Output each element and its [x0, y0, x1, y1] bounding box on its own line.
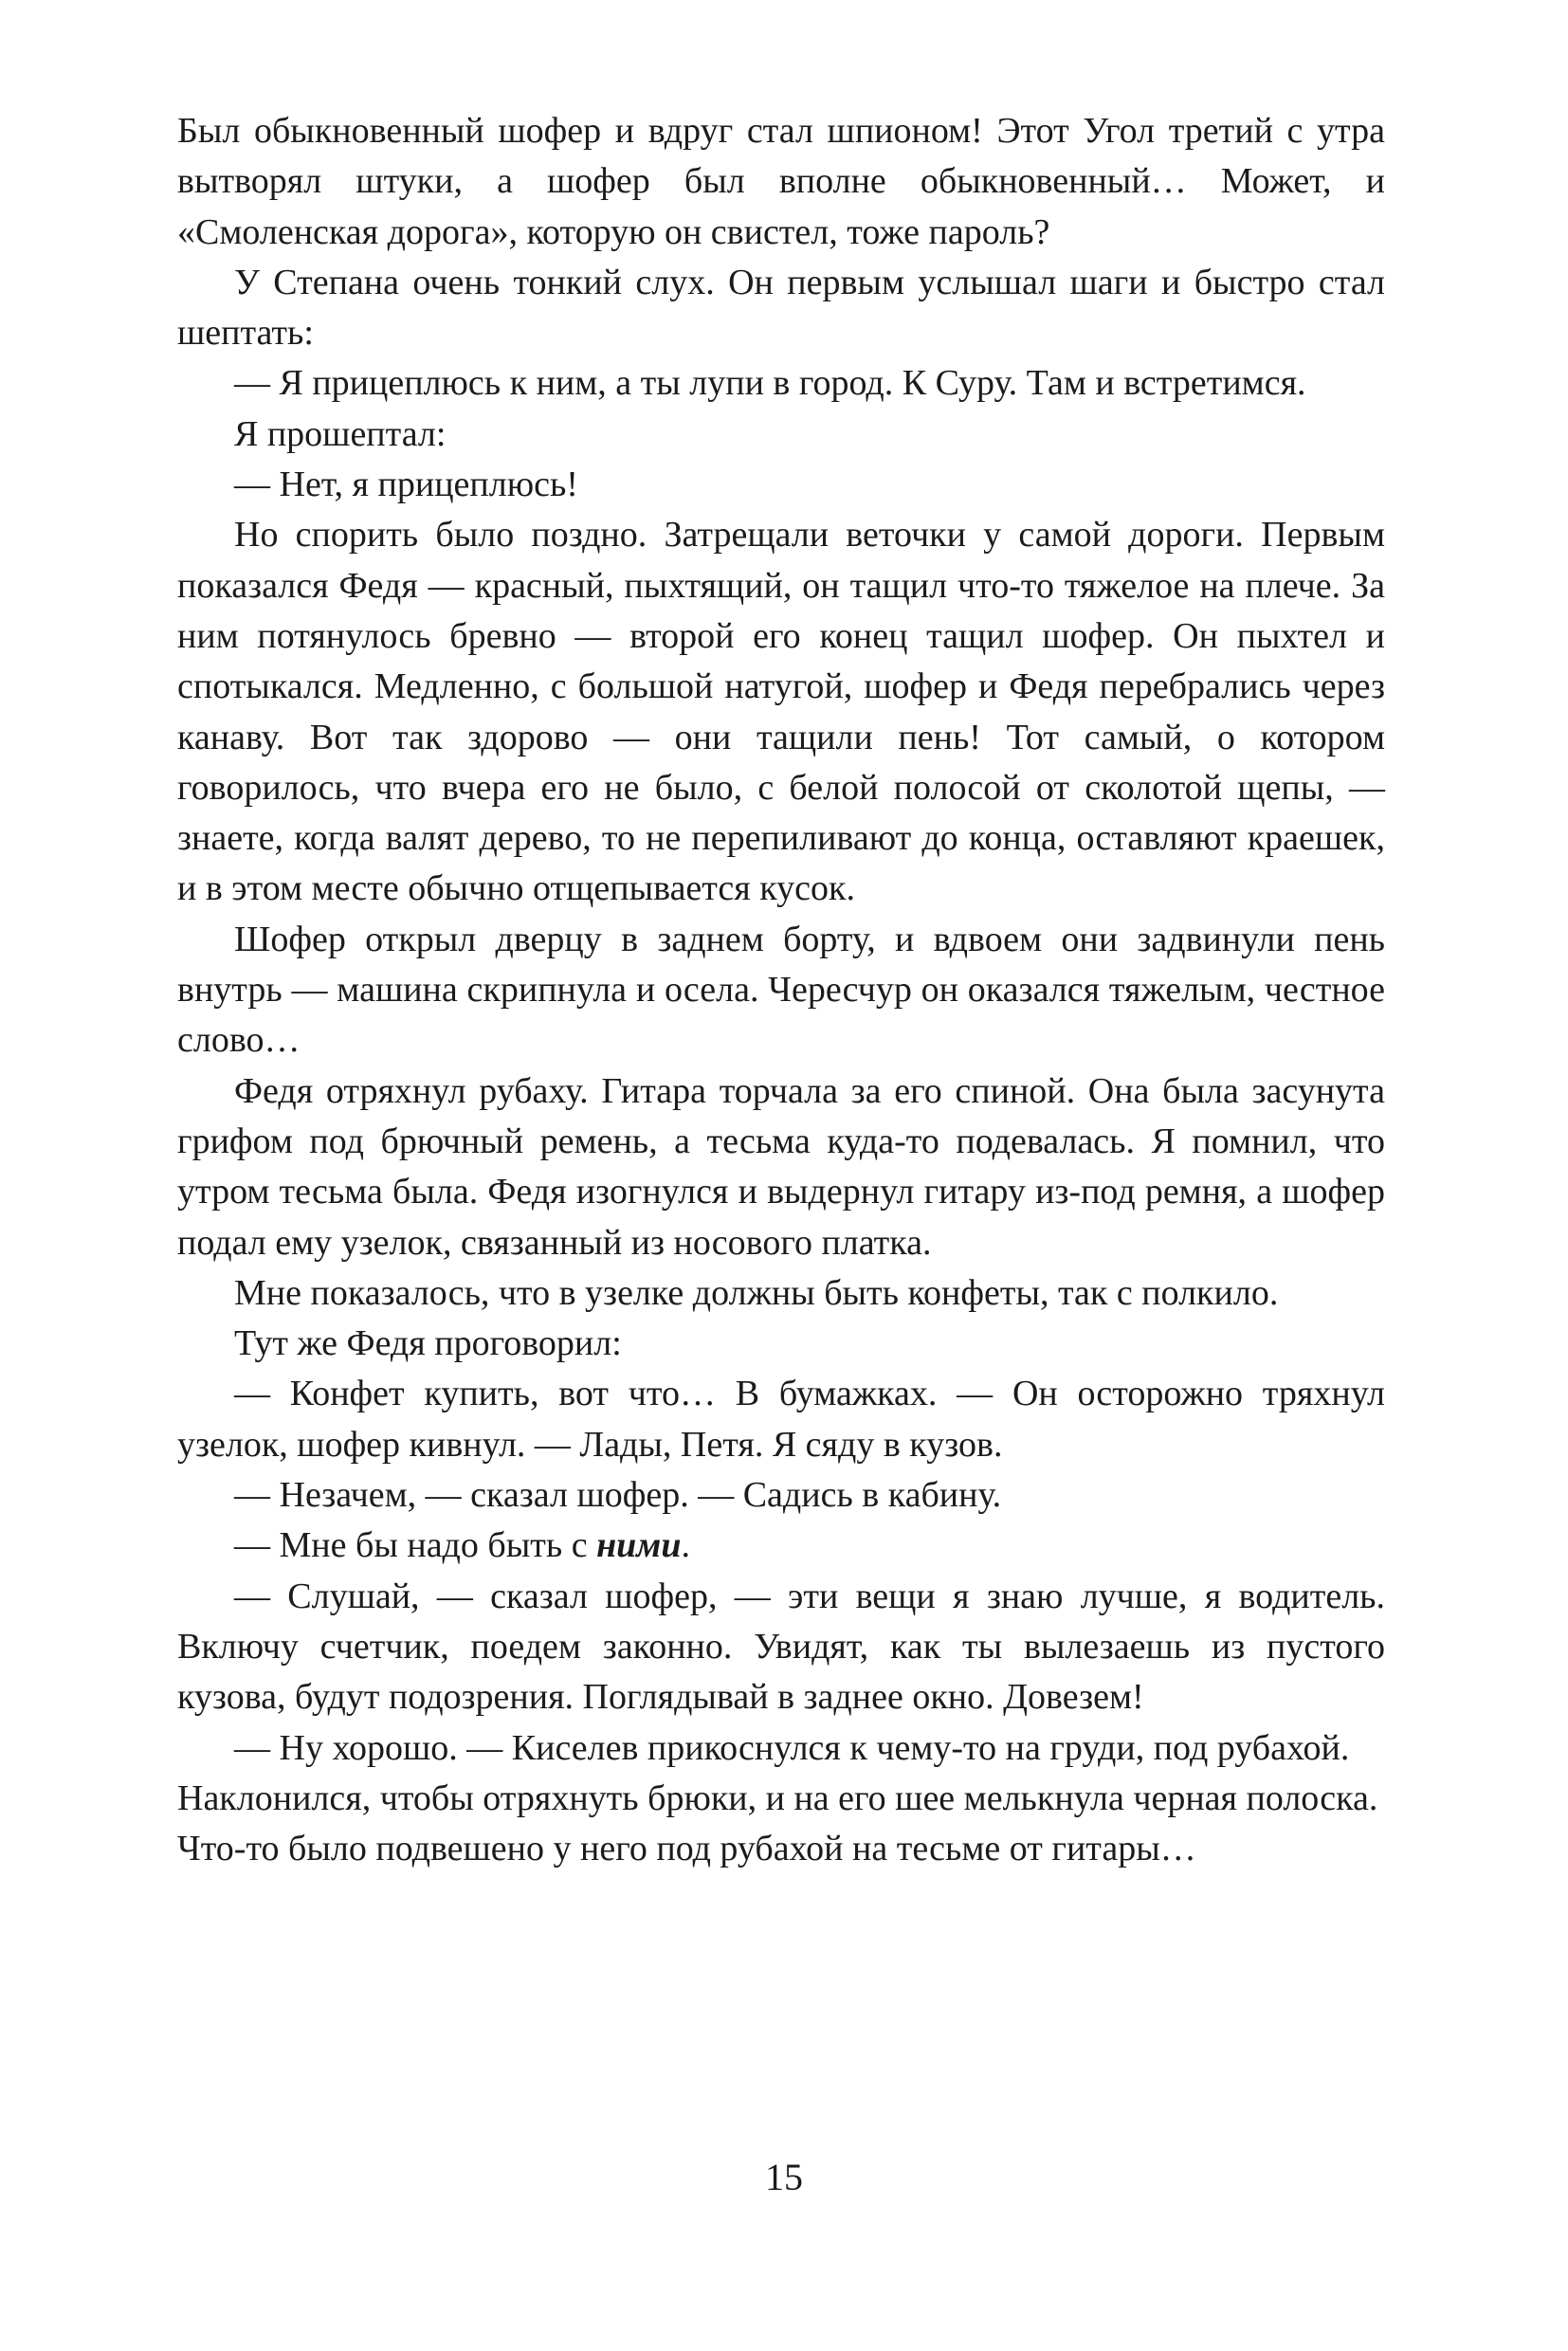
paragraph-15: — Ну хорошо. — Киселев прикоснулся к чему-то на груди, под рубахой. Наклонился, чтобы отряхнуть брюки, и на его шее мелькнула черная полоска. Что-то было подвешено у него под рубахой на тесьме от гитары…: [177, 1727, 1378, 1869]
paragraph-14: — Слушай, — сказал шофер, — эти вещи я знаю лучше, я водитель. Включу счетчик, поедем законно. Увидят, как ты вылезаешь из пустого кузова, будут подозрения. Поглядывай в заднее окно. Довезем!: [177, 1576, 1385, 1718]
paragraph-7: Шофер открыл дверцу в заднем борту, и вдвоем они задвинули пень внутрь — машина скрипнула и осела. Чересчур он оказался тяжелым, честное слово…: [177, 919, 1385, 1061]
paragraph-12: — Незачем, — сказал шофер. — Садись в кабину.: [234, 1475, 1002, 1516]
paragraph-10: Тут же Федя проговорил:: [234, 1323, 622, 1364]
paragraph-3: — Я прицеплюсь к ним, а ты лупи в город. К Суру. Там и встретимся.: [234, 363, 1306, 404]
paragraph-9: Мне показалось, что в узелке должны быть конфеты, так с полкило.: [234, 1272, 1279, 1313]
paragraph-13: [177, 1521, 1385, 1571]
paragraph-13-emphasis: ними: [596, 1525, 682, 1566]
paragraph-5: — Нет, я прицеплюсь!: [234, 465, 578, 505]
paragraph-11: — Конфет купить, вот что… В бумажках. — Он осторожно тряхнул узелок, шофер кивнул. — Лады, Петя. Я сяду в кузов.: [177, 1374, 1385, 1465]
paragraph-13-text: — Мне бы надо быть с: [234, 1525, 597, 1566]
paragraph-2: У Степана очень тонкий слух. Он первым услышал шаги и быстро стал шептать:: [177, 262, 1385, 354]
page-number: 15: [765, 2156, 803, 2198]
paragraph-13-end: .: [681, 1525, 690, 1566]
paragraph-6: Но спорить было поздно. Затрещали веточки у самой дороги. Первым показался Федя — красный, пыхтящий, он тащил что-то тяжелое на плече. За ним потянулось бревно — второй его конец тащил шофер. Он пыхтел и спотыкался. Медленно, с большой натугой, шофер и Федя перебрались через канаву. Вот так здорово — они тащили пень! Тот самый, о котором говорилось, что вчера его не было, с белой полосой от сколотой щепы, — знаете, когда валят дерево, то не перепиливают до конца, оставляют краешек, и в этом месте обычно отщепывается кусок.: [177, 515, 1385, 909]
paragraph-8: Федя отряхнул рубаху. Гитара торчала за его спиной. Она была засунута грифом под брючный ремень, а тесьма куда-то подевалась. Я помнил, что утром тесьма была. Федя изогнулся и выдернул гитару из-под ремня, а шофер подал ему узелок, связанный из носового платка.: [177, 1070, 1385, 1263]
page-body: [177, 106, 1385, 1874]
paragraph-4: Я прошептал:: [234, 413, 447, 454]
paragraph-1: Был обыкновенный шофер и вдруг стал шпионом! Этот Угол третий с утра вытворял штуки, а шофер был вполне обыкновенный… Может, и «Смоленская дорога», которую он свистел, тоже пароль?: [177, 111, 1385, 252]
